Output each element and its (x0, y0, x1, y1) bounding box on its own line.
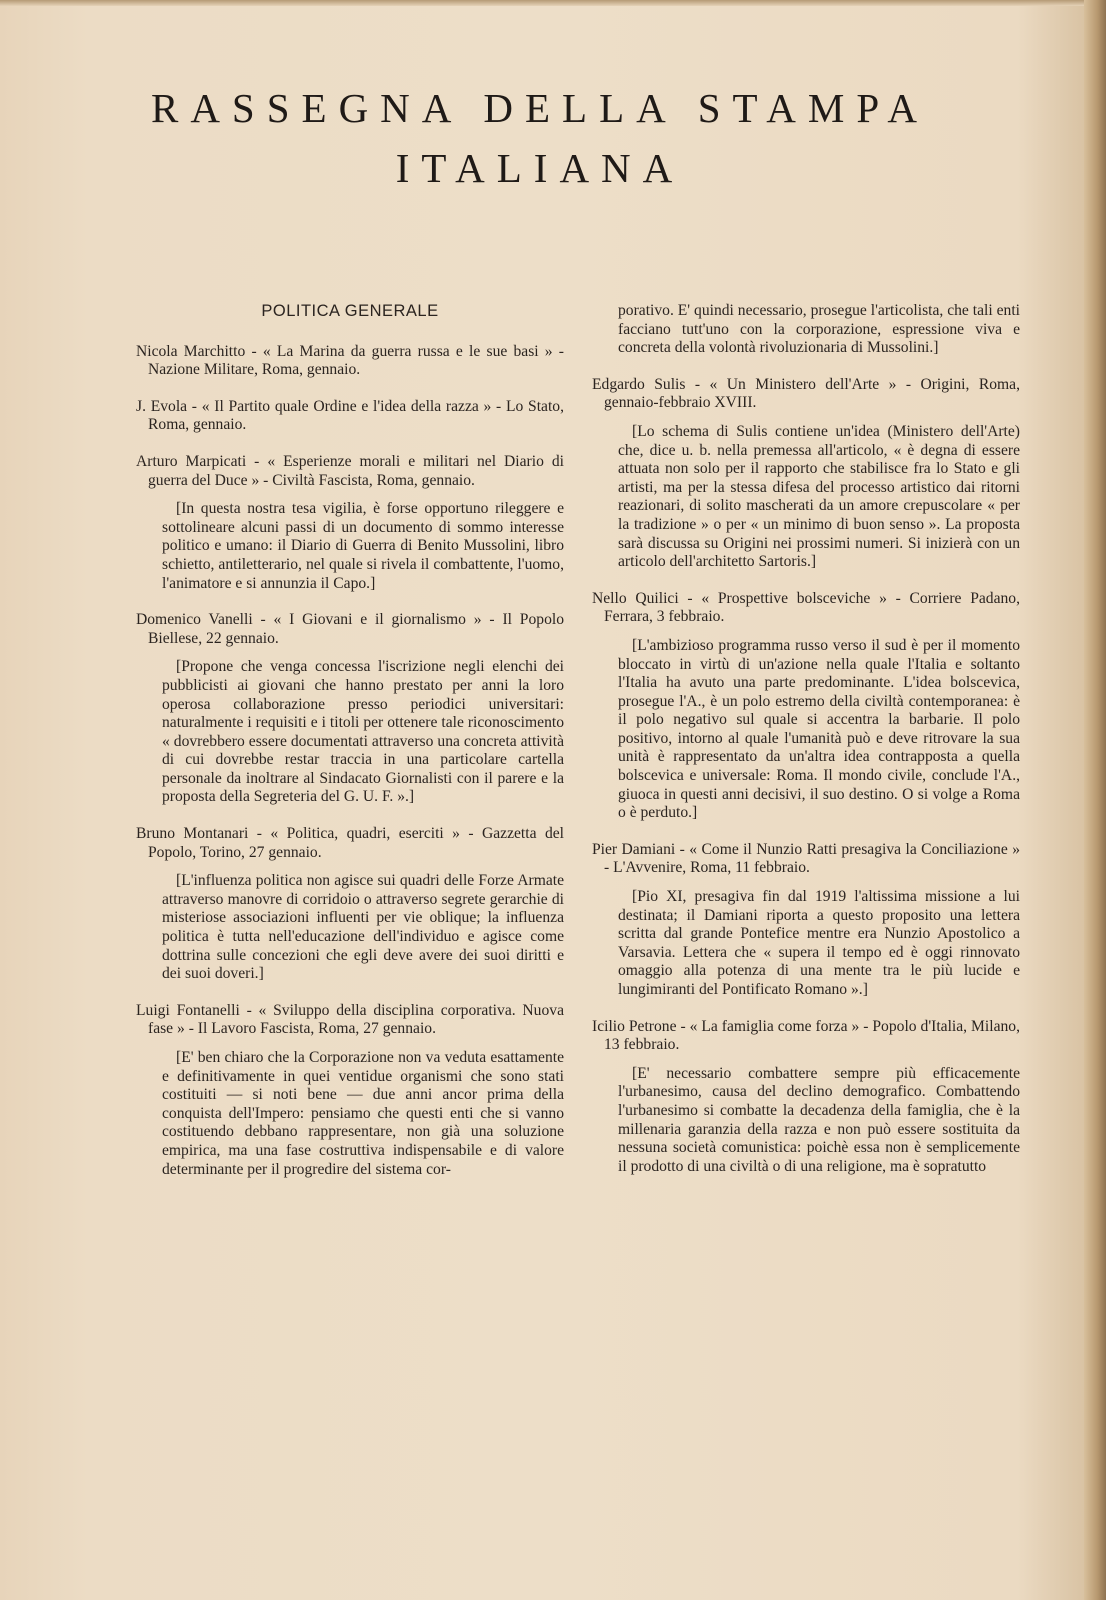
article-reference: Pier Damiani - « Come il Nunzio Ratti presagiva la Conciliazione » - L'Avvenire, Roma, 11 febbraio. (592, 840, 1020, 877)
section-heading: POLITICA GENERALE (261, 302, 439, 320)
article-entry (136, 453, 564, 593)
page-right-edge (1084, 0, 1106, 1600)
article-summary: [Propone che venga concessa l'iscrizione negli elenchi dei pubblicisti ai giovani che hanno prestato per anni la loro operosa collaborazione presso periodici universitari: naturalmente i requisiti e i titoli per ottenere tale riconoscimento « dovrebbero essere documentati attraverso una concreta attività di cui dovrebbe restar traccia in una particolare cartella personale da inoltrare al Sindacato Giornalisti con il parere e la proposta della Segreteria del G. U. F. ».] (162, 658, 564, 806)
article-entry (136, 611, 564, 807)
article-summary: [E' necessario combattere sempre più efficacemente l'urbanesimo, causa del declino demografico. Combattendo l'urbanesimo si combatte la decadenza della famiglia, che è la millenaria garanzia della razza e non può essere sostituita da nessuna società comunistica: poichè essa non è semplicemente il prodotto di una civiltà o di una religione, ma è sopratutto (618, 1064, 1020, 1175)
article-entry (136, 398, 564, 435)
article-reference: J. Evola - « Il Partito quale Ordine e l'idea della razza » - Lo Stato, Roma, gennaio. (136, 397, 564, 434)
article-reference: Edgardo Sulis - « Un Ministero dell'Arte » - Origini, Roma, gennaio-febbraio XVIII. (592, 375, 1020, 412)
page-title (60, 78, 1020, 198)
article-reference: Nicola Marchitto - « La Marina da guerra russa e le sue basi » - Nazione Militare, Roma, gennaio. (136, 342, 564, 379)
right-column (592, 302, 1020, 1194)
article-reference: Domenico Vanelli - « I Giovani e il giornalismo » - Il Popolo Biellese, 22 gennaio. (136, 611, 564, 647)
article-summary: [Lo schema di Sulis contiene un'idea (Ministero dell'Arte) che, dice u. b. nella premessa all'articolo, « è degna di essere attuata non solo per il rapporto che stabilisce fra lo Stato e gli artisti, ma per la stessa difesa del processo artistico dai ritorni reazionari, di solito mascherati da un amore crepuscolare « per la tradizione » o per « un minimo di buon senso ». La proposta sarà discussa su Origini nei prossimi numeri. Si inizierà con un articolo dell'architetto Sartoris.] (618, 422, 1020, 571)
left-column (136, 302, 564, 1197)
article-reference: Nello Quilici - « Prospettive bolsceviche » - Corriere Padano, Ferrara, 3 febbraio. (592, 589, 1020, 626)
article-entry (136, 825, 564, 984)
article-reference: Icilio Petrone - « La famiglia come forza » - Popolo d'Italia, Milano, 13 febbraio. (592, 1017, 1020, 1054)
article-summary: [L'influenza politica non agisce sui quadri delle Forze Armate attraverso manovre di corridoio o attraverso segrete gerarchie di misteriose associazioni influenti per vie oblique; la influenza politica è tutta nell'educazione dell'individuo e agisce come dottrina sulle concezioni che egli deve avere dei suoi diritti e dei suoi doveri.] (162, 872, 564, 983)
article-entry (592, 1018, 1020, 1177)
article-entry (136, 343, 564, 380)
article-entry (592, 376, 1020, 572)
article-reference: Bruno Montanari - « Politica, quadri, eserciti » - Gazzetta del Popolo, Torino, 27 gennaio. (136, 825, 564, 861)
article-entry (592, 590, 1020, 823)
continued-summary: porativo. E' quindi necessario, prosegue l'articolista, che tali enti facciano tutt'uno con la corporazione, espressione viva e concreta della volontà rivoluzionaria di Mussolini.] (618, 302, 1020, 357)
article-summary: [E' ben chiaro che la Corporazione non va veduta esattamente e definitivamente in quei ventidue organismi che sono stati costituiti — si noti bene — due anni ancor prima della conquista dell'Impero: pensiamo che questi enti che si vanno costituendo debbano rappresentare, non già una soluzione empirica, ma una fase costruttiva indispensabile e di valore determinante per il progredire del sistema cor- (162, 1049, 564, 1178)
article-summary: [L'ambizioso programma russo verso il sud è per il momento bloccato in virtù di un'azione nella quale l'Italia e soltanto l'Italia ha avuto una parte predominante. L'idea bolscevica, prosegue l'A., è un polo estremo della civiltà contemporanea: è il polo negativo sul quale si accentra la barbarie. Il polo positivo, intorno al quale l'umanità può e deve ritrovare la sua unità è rappresentato da un'altra idea contrapposta a quella bolscevica e universale: Roma. Il mondo civile, conclude l'A., giuoca in questi anni decisivi, il suo destino. O si volge a Roma o è perduto.] (618, 636, 1020, 822)
title-line-2: ITALIANA (395, 145, 685, 191)
page-top-edge (0, 0, 1106, 6)
article-reference: Luigi Fontanelli - « Sviluppo della disciplina corporativa. Nuova fase » - Il Lavoro Fascista, Roma, 27 gennaio. (136, 1001, 564, 1038)
article-summary: [In questa nostra tesa vigilia, è forse opportuno rileggere e sottolineare alcuni passi di un documento di sommo interesse politico e umano: il Diario di Guerra di Benito Mussolini, libro schietto, antiletterario, nel quale si rivela il combattente, l'uomo, l'animatore e si annunzia il Capo.] (162, 500, 564, 592)
article-entry (592, 841, 1020, 1000)
article-reference: Arturo Marpicati - « Esperienze morali e militari nel Diario di guerra del Duce » - Civiltà Fascista, Roma, gennaio. (136, 452, 564, 489)
article-summary: [Pio XI, presagiva fin dal 1919 l'altissima missione a lui destinata; il Damiani riporta a questo proposito una lettera scritta dal grande Pontefice mentre era Nunzio Apostolico a Varsavia. Lettera che « supera il tempo ed è oggi rinnovato omaggio alla potenza di una mente tra le più lucide e lungimiranti del Pontificato Romano ».] (618, 888, 1020, 998)
article-entry (136, 1002, 564, 1179)
title-line-1: RASSEGNA DELLA STAMPA (150, 85, 930, 131)
